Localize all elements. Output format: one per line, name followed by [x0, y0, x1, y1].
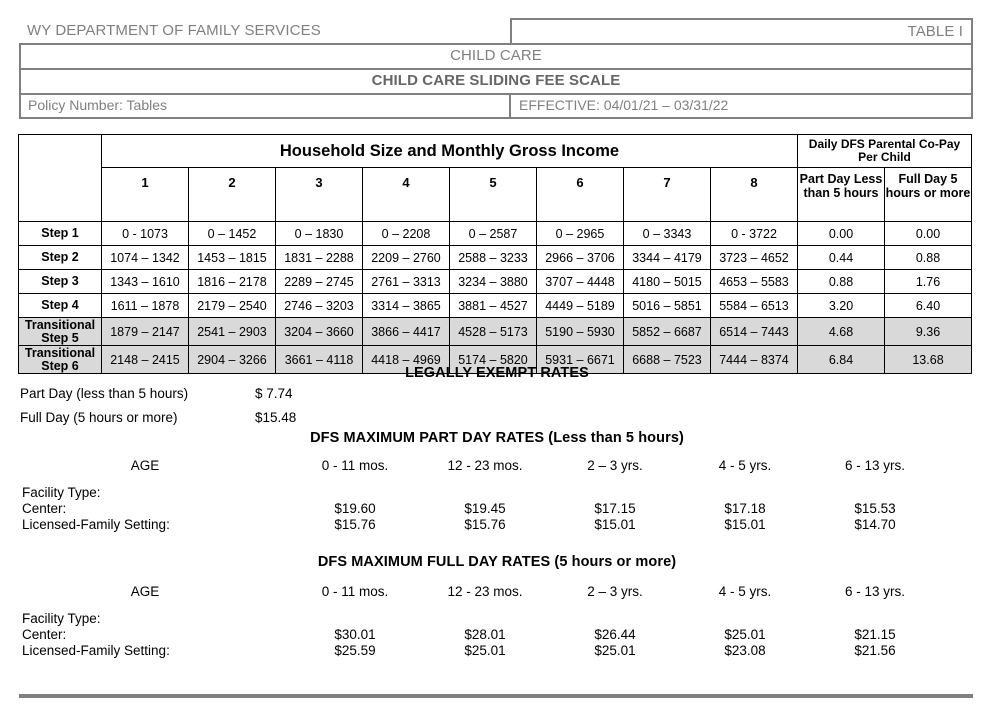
title-row	[19, 70, 973, 95]
income-range-cell: 2761 – 3313	[363, 270, 450, 294]
income-range-cell: 3881 – 4527	[450, 294, 537, 318]
full-day-age-col-5: 6 - 13 yrs.	[844, 584, 906, 599]
rate-value-cell: $25.59	[334, 643, 376, 658]
effective-dates: EFFECTIVE: 04/01/21 – 03/31/22	[509, 95, 971, 117]
income-range-cell: 2289 – 2745	[276, 270, 363, 294]
copay-part-day-header: Part Day Less than 5 hours	[798, 168, 885, 222]
rate-value-cell: $23.08	[724, 643, 766, 658]
part-day-facility-type-line	[0, 485, 994, 501]
copay-full-day-cell: 9.36	[885, 318, 972, 346]
full-day-facility-label: Facility Type:	[22, 611, 101, 626]
income-range-cell: 0 – 3343	[624, 222, 711, 246]
legally-exempt-title: LEGALLY EXEMPT RATES	[405, 365, 589, 381]
income-range-cell: 5584 – 6513	[711, 294, 798, 318]
income-range-cell: 3314 – 3865	[363, 294, 450, 318]
income-range-cell: 3204 – 3660	[276, 318, 363, 346]
footer-rule	[19, 694, 973, 698]
size-col-8: 8	[711, 168, 798, 222]
income-range-cell: 4653 – 5583	[711, 270, 798, 294]
full-day-age-header-row	[0, 584, 994, 606]
step-label-cell: Step 3	[19, 270, 102, 294]
copay-full-day-cell: 1.76	[885, 270, 972, 294]
rate-value-cell: $15.53	[854, 501, 896, 516]
part-day-age-header-row	[0, 458, 994, 480]
full-day-age-col-1: 0 - 11 mos.	[321, 584, 389, 599]
facility-type-label: Licensed-Family Setting:	[22, 517, 170, 532]
income-range-cell: 5931 – 6671	[537, 346, 624, 374]
legally-exempt-list	[20, 386, 345, 434]
exempt-rate-value: $ 7.74	[255, 386, 293, 401]
income-range-cell: 1611 – 1878	[102, 294, 189, 318]
fee-table-head	[19, 135, 972, 222]
income-range-cell: 2966 – 3706	[537, 246, 624, 270]
full-day-facility-section	[0, 611, 994, 659]
step-label-cell: Transitional Step 5	[19, 318, 102, 346]
document-header	[19, 18, 973, 119]
income-range-cell: 2209 – 2760	[363, 246, 450, 270]
full-day-age-col-3: 2 – 3 yrs.	[587, 584, 643, 599]
copay-part-day-cell: 4.68	[798, 318, 885, 346]
rate-value-cell: $19.45	[464, 501, 506, 516]
size-col-5: 5	[450, 168, 537, 222]
program-row	[19, 43, 973, 70]
copay-header: Daily DFS Parental Co-Pay Per Child	[798, 135, 972, 168]
part-day-age-col-1: 0 - 11 mos.	[321, 458, 389, 473]
rate-value-cell: $15.76	[464, 517, 506, 532]
income-range-cell: 3344 – 4179	[624, 246, 711, 270]
full-day-rate-rows	[0, 627, 994, 659]
copay-part-day-cell: 3.20	[798, 294, 885, 318]
part-day-rates-title: DFS MAXIMUM PART DAY RATES (Less than 5 hours)	[310, 430, 684, 446]
income-range-cell: 5016 – 5851	[624, 294, 711, 318]
exempt-rate-label: Full Day (5 hours or more)	[20, 410, 178, 425]
income-range-cell: 5852 – 6687	[624, 318, 711, 346]
income-range-cell: 0 – 1452	[189, 222, 276, 246]
income-range-cell: 6514 – 7443	[711, 318, 798, 346]
table-row	[19, 246, 972, 270]
header-top-row	[19, 18, 973, 43]
full-day-age-label: AGE	[130, 584, 160, 599]
income-range-cell: 4528 – 5173	[450, 318, 537, 346]
income-range-cell: 4418 – 4969	[363, 346, 450, 374]
income-range-cell: 1453 – 1815	[189, 246, 276, 270]
income-range-cell: 7444 – 8374	[711, 346, 798, 374]
rate-value-cell: $15.01	[724, 517, 766, 532]
part-day-rates-block	[0, 458, 994, 533]
size-col-2: 2	[189, 168, 276, 222]
exempt-rate-label: Part Day (less than 5 hours)	[20, 386, 189, 401]
income-range-cell: 3723 – 4652	[711, 246, 798, 270]
copay-full-day-cell: 6.40	[885, 294, 972, 318]
part-day-age-col-5: 6 - 13 yrs.	[844, 458, 906, 473]
income-range-cell: 0 – 2208	[363, 222, 450, 246]
income-range-cell: 3234 – 3880	[450, 270, 537, 294]
facility-type-label: Center:	[22, 501, 67, 516]
income-range-cell: 3866 – 4417	[363, 318, 450, 346]
size-col-7: 7	[624, 168, 711, 222]
fee-table-header-row-2	[19, 168, 972, 222]
income-range-cell: 2588 – 3233	[450, 246, 537, 270]
part-day-rate-rows	[0, 501, 994, 533]
income-range-cell: 5190 – 5930	[537, 318, 624, 346]
income-range-cell: 0 – 2587	[450, 222, 537, 246]
corner-blank-cell	[19, 135, 102, 222]
part-day-facility-label: Facility Type:	[22, 485, 101, 500]
step-label-cell: Step 4	[19, 294, 102, 318]
table-row	[19, 222, 972, 246]
income-range-cell: 3707 – 4448	[537, 270, 624, 294]
table-row	[0, 643, 994, 659]
sliding-fee-scale-table	[18, 134, 972, 374]
part-day-age-col-2: 12 - 23 mos.	[447, 458, 523, 473]
program-name: CHILD CARE	[450, 47, 542, 64]
rate-value-cell: $21.56	[854, 643, 896, 658]
full-day-age-col-4: 4 - 5 yrs.	[718, 584, 772, 599]
income-range-cell: 0 - 3722	[711, 222, 798, 246]
full-day-rates-title: DFS MAXIMUM FULL DAY RATES (5 hours or more)	[317, 554, 677, 570]
table-row	[19, 270, 972, 294]
exempt-rate-value: $15.48	[255, 410, 297, 425]
part-day-age-label: AGE	[130, 458, 160, 473]
fee-table-header-row-1	[19, 135, 972, 168]
income-range-cell: 2179 – 2540	[189, 294, 276, 318]
income-range-cell: 1831 – 2288	[276, 246, 363, 270]
full-day-age-col-2: 12 - 23 mos.	[447, 584, 523, 599]
rate-value-cell: $21.15	[854, 627, 896, 642]
income-range-cell: 2541 – 2903	[189, 318, 276, 346]
copay-full-day-header: Full Day 5 hours or more	[885, 168, 972, 222]
full-day-rates-block	[0, 584, 994, 659]
rate-value-cell: $17.15	[594, 501, 636, 516]
rate-value-cell: $17.18	[724, 501, 766, 516]
rate-value-cell: $25.01	[464, 643, 506, 658]
copay-part-day-cell: 0.88	[798, 270, 885, 294]
income-range-cell: 1816 – 2178	[189, 270, 276, 294]
step-label-cell: Transitional Step 6	[19, 346, 102, 374]
list-item	[20, 386, 345, 410]
part-day-age-col-4: 4 - 5 yrs.	[718, 458, 772, 473]
rate-value-cell: $14.70	[854, 517, 896, 532]
income-range-cell: 1879 – 2147	[102, 318, 189, 346]
rate-value-cell: $28.01	[464, 627, 506, 642]
table-row	[0, 501, 994, 517]
size-col-6: 6	[537, 168, 624, 222]
size-col-4: 4	[363, 168, 450, 222]
facility-type-label: Licensed-Family Setting:	[22, 643, 170, 658]
income-range-cell: 0 – 2965	[537, 222, 624, 246]
size-col-1: 1	[102, 168, 189, 222]
rate-value-cell: $19.60	[334, 501, 376, 516]
table-row	[19, 294, 972, 318]
step-label-cell: Step 2	[19, 246, 102, 270]
income-range-cell: 5174 – 5820	[450, 346, 537, 374]
table-row	[0, 517, 994, 533]
copay-part-day-cell: 0.44	[798, 246, 885, 270]
copay-part-day-cell: 6.84	[798, 346, 885, 374]
table-row	[0, 627, 994, 643]
size-col-3: 3	[276, 168, 363, 222]
income-range-cell: 1343 – 1610	[102, 270, 189, 294]
household-header: Household Size and Monthly Gross Income	[102, 135, 798, 168]
policy-row	[19, 95, 973, 119]
part-day-facility-section	[0, 485, 994, 533]
income-range-cell: 1074 – 1342	[102, 246, 189, 270]
agency-name: WY DEPARTMENT OF FAMILY SERVICES	[27, 22, 321, 39]
policy-number: Policy Number: Tables	[28, 97, 168, 113]
income-range-cell: 2148 – 2415	[102, 346, 189, 374]
step-label-cell: Step 1	[19, 222, 102, 246]
fee-table-body	[19, 222, 972, 374]
table-id: TABLE I	[510, 18, 973, 43]
copay-full-day-cell: 0.00	[885, 222, 972, 246]
copay-full-day-cell: 13.68	[885, 346, 972, 374]
table-row	[19, 318, 972, 346]
page-title: CHILD CARE SLIDING FEE SCALE	[371, 72, 621, 89]
full-day-facility-type-line	[0, 611, 994, 627]
copay-part-day-cell: 0.00	[798, 222, 885, 246]
rate-value-cell: $25.01	[594, 643, 636, 658]
rate-value-cell: $25.01	[724, 627, 766, 642]
facility-type-label: Center:	[22, 627, 67, 642]
rate-value-cell: $15.01	[594, 517, 636, 532]
income-range-cell: 4449 – 5189	[537, 294, 624, 318]
income-range-cell: 2746 – 3203	[276, 294, 363, 318]
income-range-cell: 6688 – 7523	[624, 346, 711, 374]
income-range-cell: 0 – 1830	[276, 222, 363, 246]
copay-full-day-cell: 0.88	[885, 246, 972, 270]
rate-value-cell: $30.01	[334, 627, 376, 642]
rate-value-cell: $26.44	[594, 627, 636, 642]
rate-value-cell: $15.76	[334, 517, 376, 532]
part-day-age-col-3: 2 – 3 yrs.	[587, 458, 643, 473]
income-range-cell: 2904 – 3266	[189, 346, 276, 374]
income-range-cell: 3661 – 4118	[276, 346, 363, 374]
income-range-cell: 0 - 1073	[102, 222, 189, 246]
income-range-cell: 4180 – 5015	[624, 270, 711, 294]
